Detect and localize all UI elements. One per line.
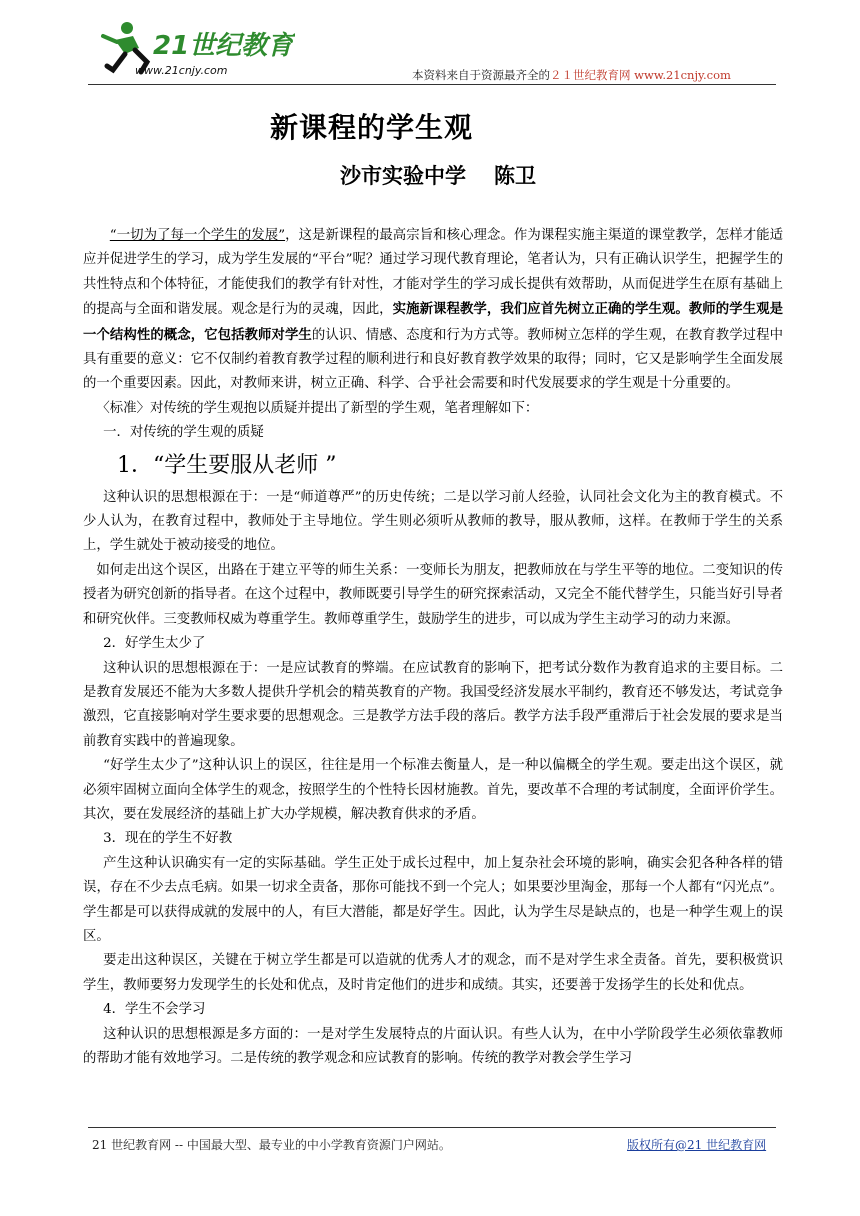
- paragraph: “好学生太少了”这种认识上的误区，往往是用一个标准去衡量人，是一种以偏概全的学生观。要走出这个误区，就必须牢固树立面向全体学生的观念，按照学生的个性特长因材施教。首先，要改革不合理的考试制度，全面评价学生。其次，要在发展经济的基础上扩大办学规模，解决教育供求的矛盾。: [83, 758, 783, 822]
- intro-standard: 〈标准〉对传统的学生观抱以质疑并提出了新型的学生观，笔者理解如下：: [96, 400, 539, 416]
- header-site-url: www.21cnjy.com: [634, 68, 731, 82]
- paragraph: 这种认识的思想根源在于：一是“师道尊严”的历史传统；二是以学习前人经验，认同社会文化为主的教育模式。不少人认为，在教育过程中，教师处于主导地位。学生则必须听从教师的教导，服从教师，这样。在教师于学生的关系上，学生就处于被动接受的地位。: [83, 489, 783, 554]
- article-body: [83, 224, 783, 1071]
- intro-emphasis: 实施新课程教学，我们应首先树立正确的学生观。教师的学生观是一个结构性的概念，它包括教师对学生: [83, 301, 784, 343]
- logo-url: www.21cnjy.com: [135, 64, 228, 77]
- paragraph: 这种认识的思想根源是多方面的：一是对学生发展特点的片面认识。有些人认为，在中小学阶段学生必须依靠教师的帮助才能有效地学习。二是传统的教学观念和应试教育的影响。传统的教学对教会学生学习: [83, 1026, 783, 1066]
- header-site-name: ２１世纪教育网: [550, 68, 631, 82]
- site-logo: [95, 14, 295, 84]
- paragraph: 这种认识的思想根源在于：一是应试教育的弊端。在应试教育的影响下，把考试分数作为教育追求的主要目标。二是教育发展还不能为大多数人提供升学机会的精英教育的产物。我国受经济发展水平制约，教育还不够发达，考试竞争激烈，它直接影响对学生要求要的思想观念。三是教学方法手段的落后。教学方法手段严重滞后于社会发展的要求是当前教育实践中的普遍现象。: [83, 660, 783, 749]
- footer-divider: [88, 1127, 776, 1128]
- footer-copyright-link[interactable]: 版权所有@21 世纪教育网: [627, 1138, 767, 1152]
- intro-quote: “一切为了每一个学生的发展”: [109, 228, 286, 243]
- footer-site-description: 21 世纪教育网 -- 中国最大型、最专业的中小学教育资源门户网站。: [92, 1138, 451, 1152]
- page-title: 新课程的学生观: [270, 111, 474, 144]
- author-name: 陈卫: [494, 163, 536, 188]
- paragraph: 要走出这种误区，关键在于树立学生都是可以造就的优秀人才的观念，而不是对学生求全责备。首先，要积极赏识学生，教师要努力发现学生的长处和优点，及时肯定他们的进步和成绩。其实，还要善于发扬学生的长处和优点。: [83, 953, 783, 993]
- header-source-note: 本资料来自于资源最齐全的２１世纪教育网 www.21cnjy.com: [412, 68, 731, 82]
- section-heading: 一．对传统的学生观的质疑: [103, 425, 264, 441]
- subsection-heading-1: 1．“学生要服从老师 ”: [117, 452, 337, 478]
- page-header: [0, 0, 860, 90]
- author-school: 沙市实验中学: [340, 163, 466, 188]
- intro-paragraph: “一切为了每一个学生的发展”，这是新课程的最高宗旨和核心理念。作为课程实施主渠道的课堂教学，怎样才能适应并促进学生的学习，成为学生发展的“平台”呢？通过学习现代教育理论，笔者认为，只有正确认识学生，把握学生的共性特点和个体特征，才能使我们的教学有针对性，才能对学生的学习成长提供有效帮助，从而促进学生在原有基础上的提高与全面和谐发展。观念是行为的灵魂，因此，实施新课程教学，我们应首先树立正确的学生观。教师的学生观是一个结构性的概念，它包括教师对学生的认识、情感、态度和行为方式等。教师树立怎样的学生观，在教育教学过程中具有重要的意义：它不仅制约着教育教学过程的顺利进行和良好教育教学效果的取得；同时，它又是影响学生全面发展的一个重要因素。因此，对教师来讲，树立正确、科学、合乎社会需要和时代发展要求的学生观是十分重要的。: [83, 228, 784, 392]
- subsection-heading-2: 2．好学生太少了: [103, 636, 206, 652]
- author-line: [340, 160, 536, 190]
- paragraph: 如何走出这个误区，出路在于建立平等的师生关系：一变师长为朋友，把教师放在与学生平等的地位。二变知识的传授者为研究创新的指导者。在这个过程中，教师既要引导学生的研究探索活动，又完全不能代替学生，只能当好引导者和研究伙伴。三变教师权威为尊重学生。教师尊重学生，鼓励学生的进步，可以成为学生主动学习的动力来源。: [83, 562, 783, 627]
- header-divider: [88, 84, 776, 85]
- logo-text: 21世纪教育: [153, 31, 294, 61]
- subsection-heading-3: 3．现在的学生不好教: [103, 831, 233, 847]
- paragraph: 产生这种认识确实有一定的实际基础。学生正处于成长过程中，加上复杂社会环境的影响，确实会犯各种各样的错误，存在不少去点毛病。如果一切求全责备，那你可能找不到一个完人；如果要沙里淘金，那每一个人都有“闪光点”。学生都是可以获得成就的发展中的人，有巨大潜能，都是好学生。因此，认为学生尽是缺点的，也是一种学生观上的误区。: [83, 855, 783, 944]
- subsection-heading-4: 4．学生不会学习: [103, 1002, 206, 1018]
